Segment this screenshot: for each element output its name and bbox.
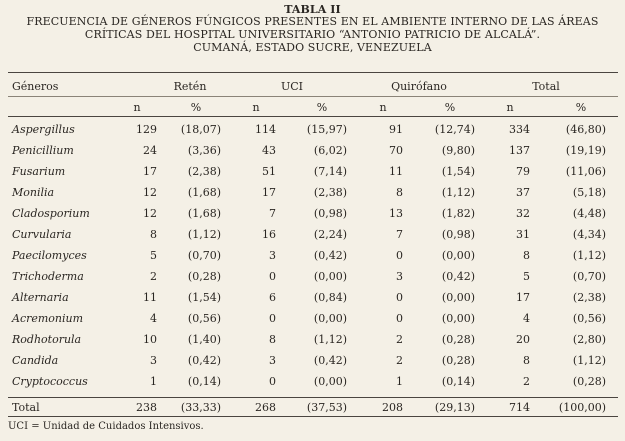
percent-cell: (0,28) bbox=[441, 333, 475, 346]
table-title-line-1: FRECUENCIA DE GÉNEROS FÚNGICOS PRESENTES EN EL AMBIENTE INTERNO DE LAS ÁREAS bbox=[26, 15, 599, 28]
percent-cell: (1,54) bbox=[441, 165, 475, 178]
percent-cell: (0,28) bbox=[441, 354, 475, 367]
total-count-cell: 268 bbox=[255, 401, 276, 414]
count-cell: 13 bbox=[389, 207, 403, 220]
count-cell: 2 bbox=[396, 354, 403, 367]
count-cell: 5 bbox=[150, 249, 157, 262]
genus-name: Aspergillus bbox=[12, 123, 75, 136]
count-cell: 0 bbox=[269, 270, 276, 283]
genus-name: Candida bbox=[12, 354, 59, 367]
count-cell: 10 bbox=[143, 333, 157, 346]
header-n: n bbox=[133, 101, 141, 114]
percent-cell: (0,42) bbox=[313, 354, 347, 367]
percent-cell: (1,12) bbox=[572, 354, 606, 367]
count-cell: 8 bbox=[523, 354, 530, 367]
count-cell: 11 bbox=[143, 291, 157, 304]
genus-name: Alternaria bbox=[12, 291, 69, 304]
header-genera: Géneros bbox=[12, 80, 59, 93]
count-cell: 2 bbox=[523, 375, 530, 388]
count-cell: 12 bbox=[143, 186, 157, 199]
count-cell: 0 bbox=[396, 249, 403, 262]
count-cell: 70 bbox=[389, 144, 403, 157]
percent-cell: (2,38) bbox=[313, 186, 347, 199]
header-pct: % bbox=[316, 101, 328, 114]
percent-cell: (6,02) bbox=[313, 144, 347, 157]
percent-cell: (0,00) bbox=[441, 291, 475, 304]
count-cell: 51 bbox=[262, 165, 276, 178]
header-pct: % bbox=[444, 101, 456, 114]
header-group-1: UCI bbox=[280, 80, 304, 93]
percent-cell: (0,00) bbox=[313, 270, 347, 283]
header-rule bbox=[8, 116, 618, 117]
percent-cell: (0,00) bbox=[313, 312, 347, 325]
count-cell: 3 bbox=[150, 354, 157, 367]
count-cell: 20 bbox=[516, 333, 530, 346]
header-n: n bbox=[379, 101, 387, 114]
genus-name: Penicillium bbox=[12, 144, 74, 157]
count-cell: 3 bbox=[269, 354, 276, 367]
total-percent-cell: (100,00) bbox=[558, 401, 606, 414]
percent-cell: (0,84) bbox=[313, 291, 347, 304]
percent-cell: (0,42) bbox=[187, 354, 221, 367]
percent-cell: (12,74) bbox=[434, 123, 475, 136]
count-cell: 43 bbox=[262, 144, 276, 157]
count-cell: 0 bbox=[269, 312, 276, 325]
percent-cell: (1,12) bbox=[187, 228, 221, 241]
percent-cell: (1,12) bbox=[572, 249, 606, 262]
subheader-rule bbox=[8, 96, 618, 97]
count-cell: 12 bbox=[143, 207, 157, 220]
percent-cell: (0,42) bbox=[441, 270, 475, 283]
count-cell: 37 bbox=[516, 186, 530, 199]
total-label: Total bbox=[12, 401, 40, 414]
percent-cell: (3,36) bbox=[187, 144, 221, 157]
count-cell: 17 bbox=[262, 186, 276, 199]
count-cell: 5 bbox=[523, 270, 530, 283]
percent-cell: (0,56) bbox=[187, 312, 221, 325]
percent-cell: (5,18) bbox=[572, 186, 606, 199]
percent-cell: (2,38) bbox=[572, 291, 606, 304]
genus-name: Cryptococcus bbox=[12, 375, 88, 388]
total-count-cell: 238 bbox=[136, 401, 157, 414]
table-title-line-3: CUMANÁ, ESTADO SUCRE, VENEZUELA bbox=[193, 41, 432, 54]
count-cell: 17 bbox=[516, 291, 530, 304]
header-pct: % bbox=[575, 101, 587, 114]
count-cell: 7 bbox=[396, 228, 403, 241]
percent-cell: (2,38) bbox=[187, 165, 221, 178]
header-pct: % bbox=[190, 101, 202, 114]
percent-cell: (2,80) bbox=[572, 333, 606, 346]
count-cell: 2 bbox=[150, 270, 157, 283]
count-cell: 91 bbox=[389, 123, 403, 136]
percent-cell: (1,68) bbox=[187, 186, 221, 199]
percent-cell: (2,24) bbox=[313, 228, 347, 241]
percent-cell: (0,00) bbox=[313, 375, 347, 388]
footnote: UCI = Unidad de Cuidados Intensivos. bbox=[8, 421, 204, 432]
table-title-line-2: CRÍTICAS DEL HOSPITAL UNIVERSITARIO “ANTONIO PATRICIO DE ALCALÁ”. bbox=[84, 28, 541, 41]
count-cell: 0 bbox=[396, 312, 403, 325]
percent-cell: (19,19) bbox=[565, 144, 606, 157]
percent-cell: (0,70) bbox=[187, 249, 221, 262]
count-cell: 129 bbox=[136, 123, 157, 136]
count-cell: 4 bbox=[150, 312, 157, 325]
header-n: n bbox=[252, 101, 260, 114]
count-cell: 1 bbox=[396, 375, 403, 388]
count-cell: 79 bbox=[516, 165, 530, 178]
count-cell: 31 bbox=[516, 228, 530, 241]
genus-name: Curvularia bbox=[12, 228, 72, 241]
header-group-2: Quirófano bbox=[391, 80, 447, 93]
percent-cell: (0,00) bbox=[441, 249, 475, 262]
percent-cell: (0,14) bbox=[187, 375, 221, 388]
count-cell: 137 bbox=[509, 144, 530, 157]
genus-name: Fusarium bbox=[12, 165, 66, 178]
header-group-0: Retén bbox=[173, 80, 207, 93]
percent-cell: (0,00) bbox=[441, 312, 475, 325]
genus-name: Trichoderma bbox=[12, 270, 84, 283]
percent-cell: (1,40) bbox=[187, 333, 221, 346]
percent-cell: (0,98) bbox=[441, 228, 475, 241]
percent-cell: (15,97) bbox=[306, 123, 347, 136]
count-cell: 4 bbox=[523, 312, 530, 325]
percent-cell: (1,68) bbox=[187, 207, 221, 220]
header-group-3: Total bbox=[532, 80, 560, 93]
bottom-rule bbox=[8, 416, 618, 417]
genus-name: Cladosporium bbox=[12, 207, 90, 220]
total-count-cell: 208 bbox=[382, 401, 403, 414]
count-cell: 1 bbox=[150, 375, 157, 388]
genus-name: Rodhotorula bbox=[12, 333, 82, 346]
count-cell: 16 bbox=[262, 228, 276, 241]
total-percent-cell: (37,53) bbox=[306, 401, 347, 414]
percent-cell: (1,54) bbox=[187, 291, 221, 304]
count-cell: 7 bbox=[269, 207, 276, 220]
count-cell: 3 bbox=[269, 249, 276, 262]
percent-cell: (0,28) bbox=[187, 270, 221, 283]
count-cell: 334 bbox=[509, 123, 530, 136]
count-cell: 8 bbox=[523, 249, 530, 262]
count-cell: 17 bbox=[143, 165, 157, 178]
percent-cell: (7,14) bbox=[313, 165, 347, 178]
percent-cell: (0,70) bbox=[572, 270, 606, 283]
count-cell: 11 bbox=[389, 165, 403, 178]
genus-name: Paecilomyces bbox=[12, 249, 87, 262]
count-cell: 0 bbox=[269, 375, 276, 388]
count-cell: 2 bbox=[396, 333, 403, 346]
count-cell: 24 bbox=[143, 144, 157, 157]
count-cell: 114 bbox=[255, 123, 276, 136]
percent-cell: (0,98) bbox=[313, 207, 347, 220]
count-cell: 0 bbox=[396, 291, 403, 304]
total-percent-cell: (29,13) bbox=[434, 401, 475, 414]
percent-cell: (0,42) bbox=[313, 249, 347, 262]
percent-cell: (1,12) bbox=[441, 186, 475, 199]
percent-cell: (18,07) bbox=[180, 123, 221, 136]
count-cell: 8 bbox=[150, 228, 157, 241]
percent-cell: (0,28) bbox=[572, 375, 606, 388]
total-percent-cell: (33,33) bbox=[180, 401, 221, 414]
count-cell: 32 bbox=[516, 207, 530, 220]
count-cell: 3 bbox=[396, 270, 403, 283]
percent-cell: (9,80) bbox=[441, 144, 475, 157]
top-rule bbox=[8, 72, 618, 73]
genus-name: Acremonium bbox=[12, 312, 84, 325]
percent-cell: (4,34) bbox=[572, 228, 606, 241]
percent-cell: (4,48) bbox=[572, 207, 606, 220]
percent-cell: (11,06) bbox=[565, 165, 606, 178]
count-cell: 8 bbox=[396, 186, 403, 199]
percent-cell: (46,80) bbox=[565, 123, 606, 136]
total-rule bbox=[8, 397, 618, 398]
genus-name: Monilia bbox=[12, 186, 55, 199]
percent-cell: (0,14) bbox=[441, 375, 475, 388]
percent-cell: (1,12) bbox=[313, 333, 347, 346]
percent-cell: (0,56) bbox=[572, 312, 606, 325]
total-count-cell: 714 bbox=[509, 401, 530, 414]
count-cell: 6 bbox=[269, 291, 276, 304]
header-n: n bbox=[506, 101, 514, 114]
table-label: TABLA II bbox=[284, 3, 341, 16]
percent-cell: (1,82) bbox=[441, 207, 475, 220]
count-cell: 8 bbox=[269, 333, 276, 346]
